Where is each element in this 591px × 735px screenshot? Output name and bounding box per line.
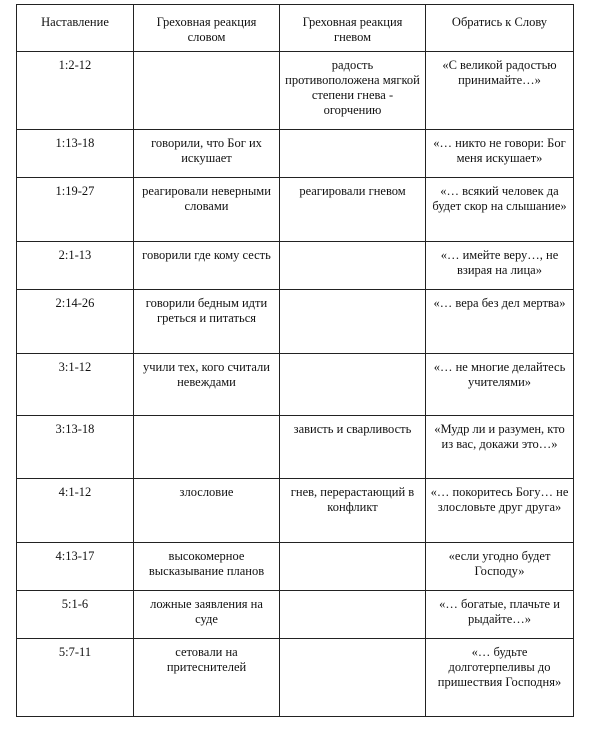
header-scripture: Обратись к Слову [426,5,574,52]
reference-cell: 2:14-26 [17,290,134,354]
reference-cell: 5:7-11 [17,639,134,717]
table-row [17,242,574,290]
reference-cell: 5:1-6 [17,591,134,639]
scripture-cell: «… вера без дел мертва» [426,290,574,354]
anger-reaction-cell [280,591,426,639]
table-row [17,354,574,416]
anger-reaction-cell: радость противоположена мягкой степени гнева - огорчению [280,52,426,130]
reference-cell: 4:13-17 [17,543,134,591]
table-row [17,52,574,130]
scripture-cell: «… покоритесь Богу… не злословьте друг друга» [426,479,574,543]
table-row [17,130,574,178]
table-row [17,416,574,479]
table-row [17,639,574,717]
scripture-cell: «… имейте веру…, не взирая на лица» [426,242,574,290]
table-row [17,543,574,591]
anger-reaction-cell [280,639,426,717]
table-row [17,178,574,242]
scripture-cell: «… будьте долготерпеливы до пришествия Господня» [426,639,574,717]
scripture-cell: «… богатые, плачьте и рыдайте…» [426,591,574,639]
anger-reaction-cell [280,290,426,354]
header-row [17,5,574,52]
scripture-cell: «… не многие делайтесь учителями» [426,354,574,416]
header-anger-reaction: Греховная реакция гневом [280,5,426,52]
anger-reaction-cell: гнев, перерастающий в конфликт [280,479,426,543]
reference-cell: 3:13-18 [17,416,134,479]
teaching-table [16,4,574,717]
word-reaction-cell: говорили, что Бог их искушает [134,130,280,178]
word-reaction-cell: высокомерное высказывание планов [134,543,280,591]
scripture-cell: «если угодно будет Господу» [426,543,574,591]
reference-cell: 2:1-13 [17,242,134,290]
word-reaction-cell: сетовали на притеснителей [134,639,280,717]
word-reaction-cell [134,416,280,479]
anger-reaction-cell: зависть и сварливость [280,416,426,479]
anger-reaction-cell [280,242,426,290]
word-reaction-cell: злословие [134,479,280,543]
reference-cell: 1:2-12 [17,52,134,130]
reference-cell: 1:13-18 [17,130,134,178]
header-teaching: Наставление [17,5,134,52]
word-reaction-cell: говорили где кому сесть [134,242,280,290]
header-word-reaction: Греховная реакция словом [134,5,280,52]
table-row [17,479,574,543]
anger-reaction-cell [280,130,426,178]
word-reaction-cell: учили тех, кого считали невеждами [134,354,280,416]
scripture-cell: «Мудр ли и разумен, кто из вас, докажи это…» [426,416,574,479]
word-reaction-cell: реагировали неверными словами [134,178,280,242]
reference-cell: 4:1-12 [17,479,134,543]
scripture-cell: «… никто не говори: Бог меня искушает» [426,130,574,178]
table-row [17,290,574,354]
table-row [17,591,574,639]
word-reaction-cell [134,52,280,130]
anger-reaction-cell [280,543,426,591]
reference-cell: 1:19-27 [17,178,134,242]
word-reaction-cell: говорили бедным идти греться и питаться [134,290,280,354]
anger-reaction-cell [280,354,426,416]
scripture-cell: «С великой радостью принимайте…» [426,52,574,130]
word-reaction-cell: ложные заявления на суде [134,591,280,639]
anger-reaction-cell: реагировали гневом [280,178,426,242]
reference-cell: 3:1-12 [17,354,134,416]
scripture-cell: «… всякий человек да будет скор на слышание» [426,178,574,242]
